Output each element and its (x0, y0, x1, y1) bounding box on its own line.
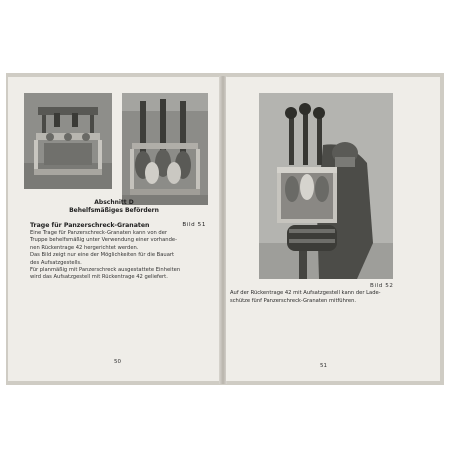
right-page (226, 77, 440, 381)
section-subtitle: Behelfsmäßiges Befördern (69, 207, 159, 214)
body-line: wird das Aufsatzgestell mit Rückentrage 42 geliefert. (30, 274, 168, 281)
figure-label: Bild 52 (370, 283, 394, 289)
caption-line: schütze fünf Panzerschreck-Granaten mitführen. (230, 298, 357, 304)
heading-text: Trage für Panzerschreck-Granaten (30, 222, 150, 229)
page-number-right: 51 (320, 363, 327, 369)
body-line: Für planmäßig mit Panzerschreck ausgestattete Einheiten (30, 267, 181, 274)
body-line: Eine Trage für Panzerschreck-Granaten kann von der (30, 230, 168, 236)
body-line: des Aufsatzgestells. (30, 259, 82, 266)
loaded-rack-photo (122, 93, 208, 205)
heading (30, 222, 206, 229)
body-line: Das Bild zeigt nur eine der Möglichkeiten für die Bauart (30, 252, 175, 259)
soldier-carrying-rack-photo (259, 93, 393, 279)
caption-line: Auf der Rückentrage 42 mit Aufsatzgestell kann der Lade- (230, 290, 381, 296)
section-title: Abschnitt D (94, 199, 134, 206)
body-line: Truppe behelfsmäßig unter Verwendung einer vorhande- (30, 237, 177, 244)
page-number-left: 50 (114, 359, 121, 365)
figure-label: Bild 51 (182, 222, 206, 228)
body-line: nen Rückentrage 42 hergerichtet werden. (30, 244, 139, 251)
left-page (8, 77, 220, 381)
empty-rack-photo (24, 93, 112, 189)
body-text (30, 230, 210, 282)
